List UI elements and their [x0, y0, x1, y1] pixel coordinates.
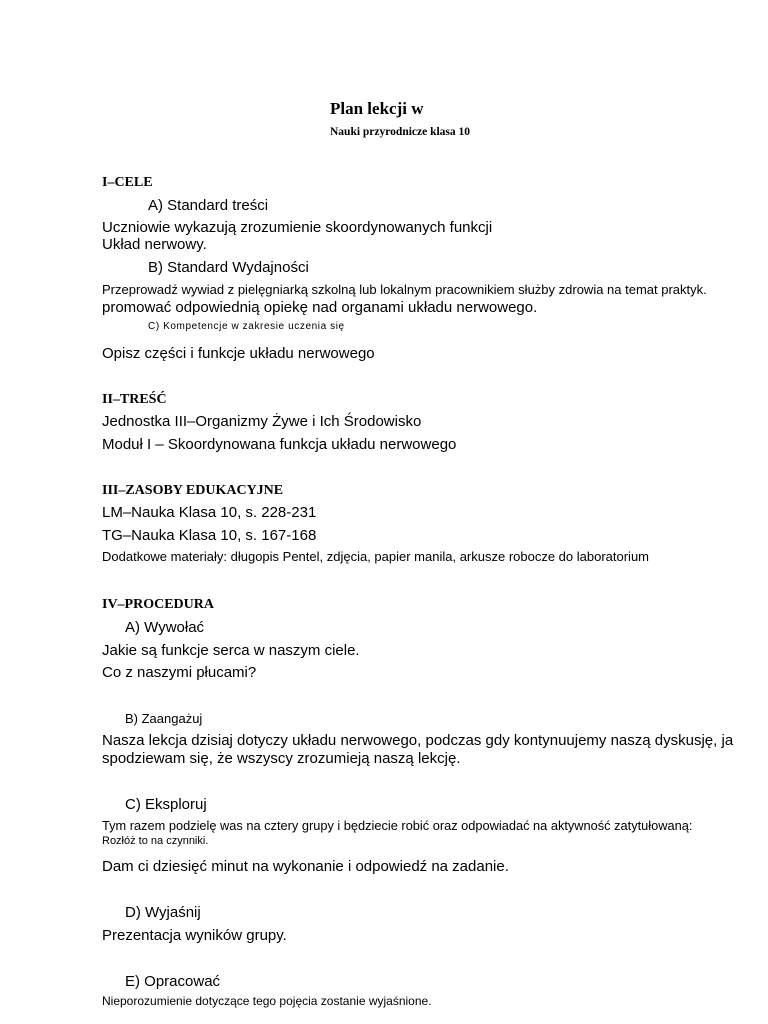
procedura-c-label: C) Eksploruj	[125, 796, 207, 813]
cele-a-text-line1: Uczniowie wykazują zrozumienie skoordynowanych funkcji	[102, 219, 493, 236]
procedura-e-line1: Nieporozumienie dotyczące tego pojęcia zostanie wyjaśnione.	[102, 994, 432, 1008]
page-title: Plan lekcji w	[330, 99, 424, 118]
tresc-line1: Jednostka III–Organizmy Żywe i Ich Środowisko	[102, 413, 422, 430]
section-heading-tresc: II–TREŚĆ	[102, 392, 167, 407]
cele-b-text-line1: Przeprowadź wywiad z pielęgniarką szkolną lub lokalnym pracownikiem służby zdrowia na temat praktyk.	[102, 282, 707, 297]
procedura-c-line2: Rozłóż to na czynniki.	[102, 835, 209, 847]
cele-a-text-line2: Układ nerwowy.	[102, 236, 207, 253]
procedura-c-line1: Tym razem podzielę was na cztery grupy i będziecie robić oraz odpowiadać na aktywność zatytułowaną:	[102, 818, 693, 833]
zasoby-line3: Dodatkowe materiały: długopis Pentel, zdjęcia, papier manila, arkusze robocze do laboratorium	[102, 549, 650, 564]
section-heading-cele: I–CELE	[102, 175, 153, 190]
procedura-b-line2: spodziewam się, że wszyscy zrozumieją naszą lekcję.	[102, 750, 461, 767]
cele-c-label: C) Kompetencje w zakresie uczenia się	[148, 321, 345, 332]
section-heading-zasoby: III–ZASOBY EDUKACYJNE	[102, 483, 284, 498]
zasoby-line1: LM–Nauka Klasa 10, s. 228-231	[102, 504, 317, 521]
cele-a-label: A) Standard treści	[148, 197, 269, 214]
tresc-line2: Moduł I – Skoordynowana funkcja układu nerwowego	[102, 436, 457, 453]
procedura-d-line1: Prezentacja wyników grupy.	[102, 927, 287, 944]
procedura-c-line3: Dam ci dziesięć minut na wykonanie i odpowiedź na zadanie.	[102, 858, 509, 875]
zasoby-line2: TG–Nauka Klasa 10, s. 167-168	[102, 527, 317, 544]
procedura-a-label: A) Wywołać	[125, 619, 205, 636]
procedura-d-label: D) Wyjaśnij	[125, 904, 201, 921]
cele-b-label: B) Standard Wydajności	[148, 259, 309, 276]
procedura-a-line1: Jakie są funkcje serca w naszym ciele.	[102, 642, 360, 659]
procedura-b-label: B) Zaangażuj	[125, 711, 203, 726]
procedura-b-line1: Nasza lekcja dzisiaj dotyczy układu nerwowego, podczas gdy kontynuujemy naszą dyskusję, ja	[102, 732, 734, 749]
procedura-a-line2: Co z naszymi płucami?	[102, 664, 257, 681]
section-heading-procedura: IV–PROCEDURA	[102, 597, 214, 612]
procedura-e-label: E) Opracować	[125, 973, 221, 990]
cele-b-text-line2: promować odpowiednią opiekę nad organami układu nerwowego.	[102, 299, 538, 316]
page-subtitle: Nauki przyrodnicze klasa 10	[330, 126, 471, 138]
cele-c-text: Opisz części i funkcje układu nerwowego	[102, 345, 375, 362]
